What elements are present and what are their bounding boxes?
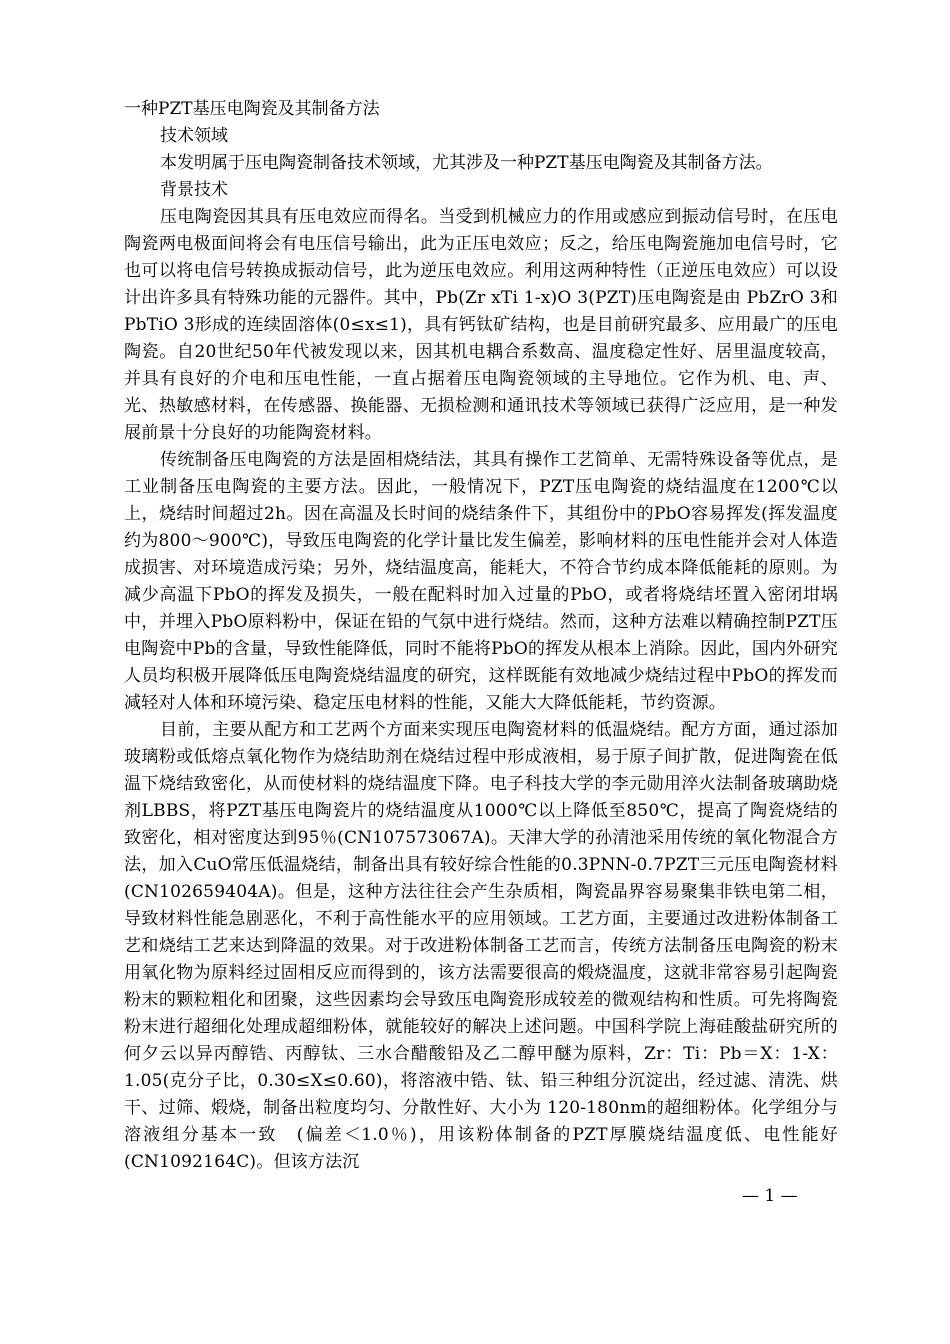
background-heading: 背景技术 — [160, 180, 228, 200]
technical-field-text: 本发明属于压电陶瓷制备技术领域，尤其涉及一种PZT基压电陶瓷及其制备方法。 — [160, 153, 773, 173]
document-body — [124, 96, 838, 1176]
background-paragraph-2: 传统制备压电陶瓷的方法是固相烧结法，其具有操作工艺简单、无需特殊设备等优点，是工业制备压电陶瓷的主要方法。因此，一般情况下，PZT压电陶瓷的烧结温度在1200℃以上，烧结时间超过2h。因在高温及长时间的烧结条件下，其组份中的PbO容易挥发(挥发温度约为800～900℃)，导致压电陶瓷的化学计量比发生偏差，影响材料的压电性能并会对人体造成损害、对环境造成污染；另外，烧结温度高，能耗大，不符合节约成本降低能耗的原则。为减少高温下PbO的挥发及损失，一般在配料时加入过量的PbO，或者将烧结坯置入密闭坩埚中，并埋入PbO原料粉中，保证在铅的气氛中进行烧结。然而，这种方法难以精确控制PZT压电陶瓷中Pb的含量，导致性能降低，同时不能将PbO的挥发从根本上消除。因此，国内外研究人员均积极开展降低压电陶瓷烧结温度的研究，这样既能有效地减少烧结过程中PbO的挥发而减轻对人体和环境污染、稳定压电材料的性能，又能大大降低能耗，节约资源。 — [124, 450, 838, 713]
technical-field-heading: 技术领域 — [160, 126, 228, 146]
background-paragraph-1: 压电陶瓷因其具有压电效应而得名。当受到机械应力的作用或感应到振动信号时，在压电陶瓷两电极面间将会有电压信号输出，此为正压电效应；反之，给压电陶瓷施加电信号时，它也可以将电信号转换成振动信号，此为逆压电效应。利用这两种特性（正逆压电效应）可以设计出许多具有特殊功能的元器件。其中，Pb(Zr xTi 1-x)O 3(PZT)压电陶瓷是由 PbZrO 3和PbTiO 3形成的连续固溶体(0≤x≤1)，具有钙钛矿结构，也是目前研究最多、应用最广的压电陶瓷。自20世纪50年代被发现以来，因其机电耦合系数高、温度稳定性好、居里温度较高，并具有良好的介电和压电性能，一直占据着压电陶瓷领域的主导地位。它作为机、电、声、光、热敏感材料，在传感器、换能器、无损检测和通讯技术等领域已获得广泛应用，是一种发展前景十分良好的功能陶瓷材料。 — [124, 207, 838, 443]
document-title: 一种PZT基压电陶瓷及其制备方法 — [124, 99, 380, 119]
background-paragraph-3: 目前，主要从配方和工艺两个方面来实现压电陶瓷材料的低温烧结。配方方面，通过添加玻璃粉或低熔点氧化物作为烧结助剂在烧结过程中形成液相，易于原子间扩散，促进陶瓷在低温下烧结致密化，从而使材料的烧结温度下降。电子科技大学的李元勋用淬火法制备玻璃助烧剂LBBS，将PZT基压电陶瓷片的烧结温度从1000℃以上降低至850℃，提高了陶瓷烧结的致密化，相对密度达到95％(CN107573067A)。天津大学的孙清池采用传统的氧化物混合方法，加入CuO常压低温烧结，制备出具有较好综合性能的0.3PNN-0.7PZT三元压电陶瓷材料(CN102659404A)。但是，这种方法往往会产生杂质相，陶瓷晶界容易聚集非铁电第二相，导致材料性能急剧恶化，不利于高性能水平的应用领域。工艺方面，主要通过改进粉体制备工艺和烧结工艺来达到降温的效果。对于改进粉体制备工艺而言，传统方法制备压电陶瓷的粉末用氧化物为原料经过固相反应而得到的，该方法需要很高的煅烧温度，这就非常容易引起陶瓷粉末的颗粒粗化和团聚，这些因素均会导致压电陶瓷形成较差的微观结构和性质。可先将陶瓷粉末进行超细化处理成超细粉体，就能较好的解决上述问题。中国科学院上海硅酸盐研究所的何夕云以异丙醇锆、丙醇钛、三水合醋酸铅及乙二醇甲醚为原料，Zr：Ti：Pb＝X：1-X：1.05(克分子比，0.30≤X≤0.60)，将溶液中锆、钛、铅三种组分沉淀出，经过滤、清洗、烘干、过筛、煅烧，制备出粒度均匀、分散性好、大小为 120-180nm的超细粉体。化学组分与溶液组分基本一致 (偏差＜1.0％)，用该粉体制备的PZT厚膜烧结温度低、电性能好(CN1092164C)。但该方法沉 — [124, 720, 838, 1172]
page-number: — 1 — — [742, 1186, 798, 1206]
